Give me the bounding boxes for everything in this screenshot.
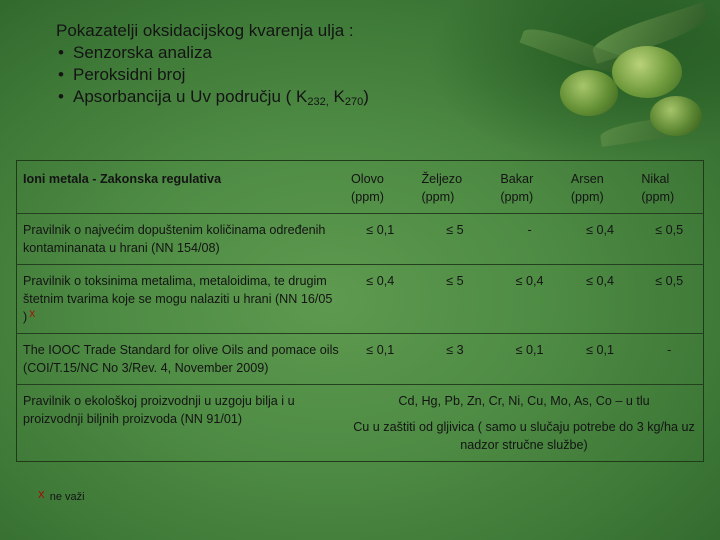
cell-value: ≤ 0,4 — [366, 274, 395, 288]
slide-header — [56, 20, 369, 108]
cell-value: ≤ 0,1 — [366, 223, 395, 237]
footnote-text: ne važi — [49, 491, 85, 503]
subscript-text: 270 — [344, 96, 364, 108]
cell-value: ≤ 3 — [446, 343, 464, 357]
bullet-item — [56, 64, 369, 86]
column-header-nikal: Nikal (ppm) — [641, 172, 675, 204]
regulation-table — [16, 160, 704, 462]
olive-fruit-image — [612, 46, 682, 98]
subscript-text: 232, — [307, 96, 329, 108]
bullet-text: K — [328, 87, 345, 106]
column-header-zeljezo: Željezo (ppm) — [421, 172, 463, 204]
cell-value: ≤ 5 — [446, 274, 464, 288]
table-row — [17, 385, 704, 462]
cell-value: ≤ 0,1 — [515, 343, 544, 357]
bullet-item — [56, 42, 369, 64]
cell-value: ≤ 5 — [446, 223, 464, 237]
footnote-marker: X — [38, 490, 45, 501]
column-header-bakar: Bakar (ppm) — [500, 172, 534, 204]
slide-title: Pokazatelji oksidacijskog kvarenja ulja : — [56, 21, 354, 40]
row-label: Pravilnik o ekološkoj proizvodnji u uzgoju bilja i u proizvodnji biljnih proizvoda (NN 91/01) — [23, 394, 295, 426]
table-row — [17, 265, 704, 334]
cell-value: - — [527, 223, 532, 237]
merged-cell — [345, 385, 704, 462]
merged-cell-line: Cu u zaštiti od gljivica ( samo u slučaju potrebe do 3 kg/ha uz nadzor stručne službe) — [353, 420, 695, 452]
bullet-text: Apsorbancija u Uv području ( K — [73, 87, 308, 106]
bullet-text: Peroksidni broj — [73, 65, 186, 84]
row-label-cell — [17, 265, 346, 334]
merged-cell-line: Cd, Hg, Pb, Zn, Cr, Ni, Cu, Mo, As, Co – u tlu — [398, 394, 650, 408]
row-label: The IOOC Trade Standard for olive Oils and pomace oils (COI/T.15/NC No 3/Rev. 4, November 2009) — [23, 343, 339, 375]
table-header-row — [17, 161, 704, 214]
bullet-list — [56, 42, 369, 108]
cell-value: ≤ 0,5 — [655, 223, 684, 237]
cell-value: ≤ 0,4 — [586, 274, 615, 288]
row-label: Pravilnik o najvećim dopuštenim količinama određenih kontaminanata u hrani (NN 154/08) — [23, 223, 326, 255]
invalid-marker: X — [29, 309, 36, 319]
column-header-arsen: Arsen (ppm) — [570, 172, 604, 204]
cell-value: ≤ 0,5 — [655, 274, 684, 288]
cell-value: ≤ 0,4 — [586, 223, 615, 237]
column-header-olovo: Olovo (ppm) — [351, 172, 384, 204]
table-row — [17, 334, 704, 385]
olive-fruit-image — [560, 70, 618, 116]
bullet-text: Senzorska analiza — [73, 43, 212, 62]
row-label: Pravilnik o toksinima metalima, metaloidima, te drugim štetnim tvarima koje se mogu nalaziti u hrani (NN 16/05 ) — [23, 274, 333, 324]
bullet-item — [56, 86, 369, 108]
cell-value: - — [667, 343, 672, 357]
bullet-text: ) — [363, 87, 369, 106]
cell-value: ≤ 0,1 — [586, 343, 615, 357]
cell-value: ≤ 0,1 — [366, 343, 395, 357]
footnote — [38, 490, 85, 503]
olive-fruit-image — [650, 96, 702, 136]
table-row — [17, 214, 704, 265]
table-header-label: Ioni metala - Zakonska regulativa — [23, 172, 222, 186]
cell-value: ≤ 0,4 — [515, 274, 544, 288]
